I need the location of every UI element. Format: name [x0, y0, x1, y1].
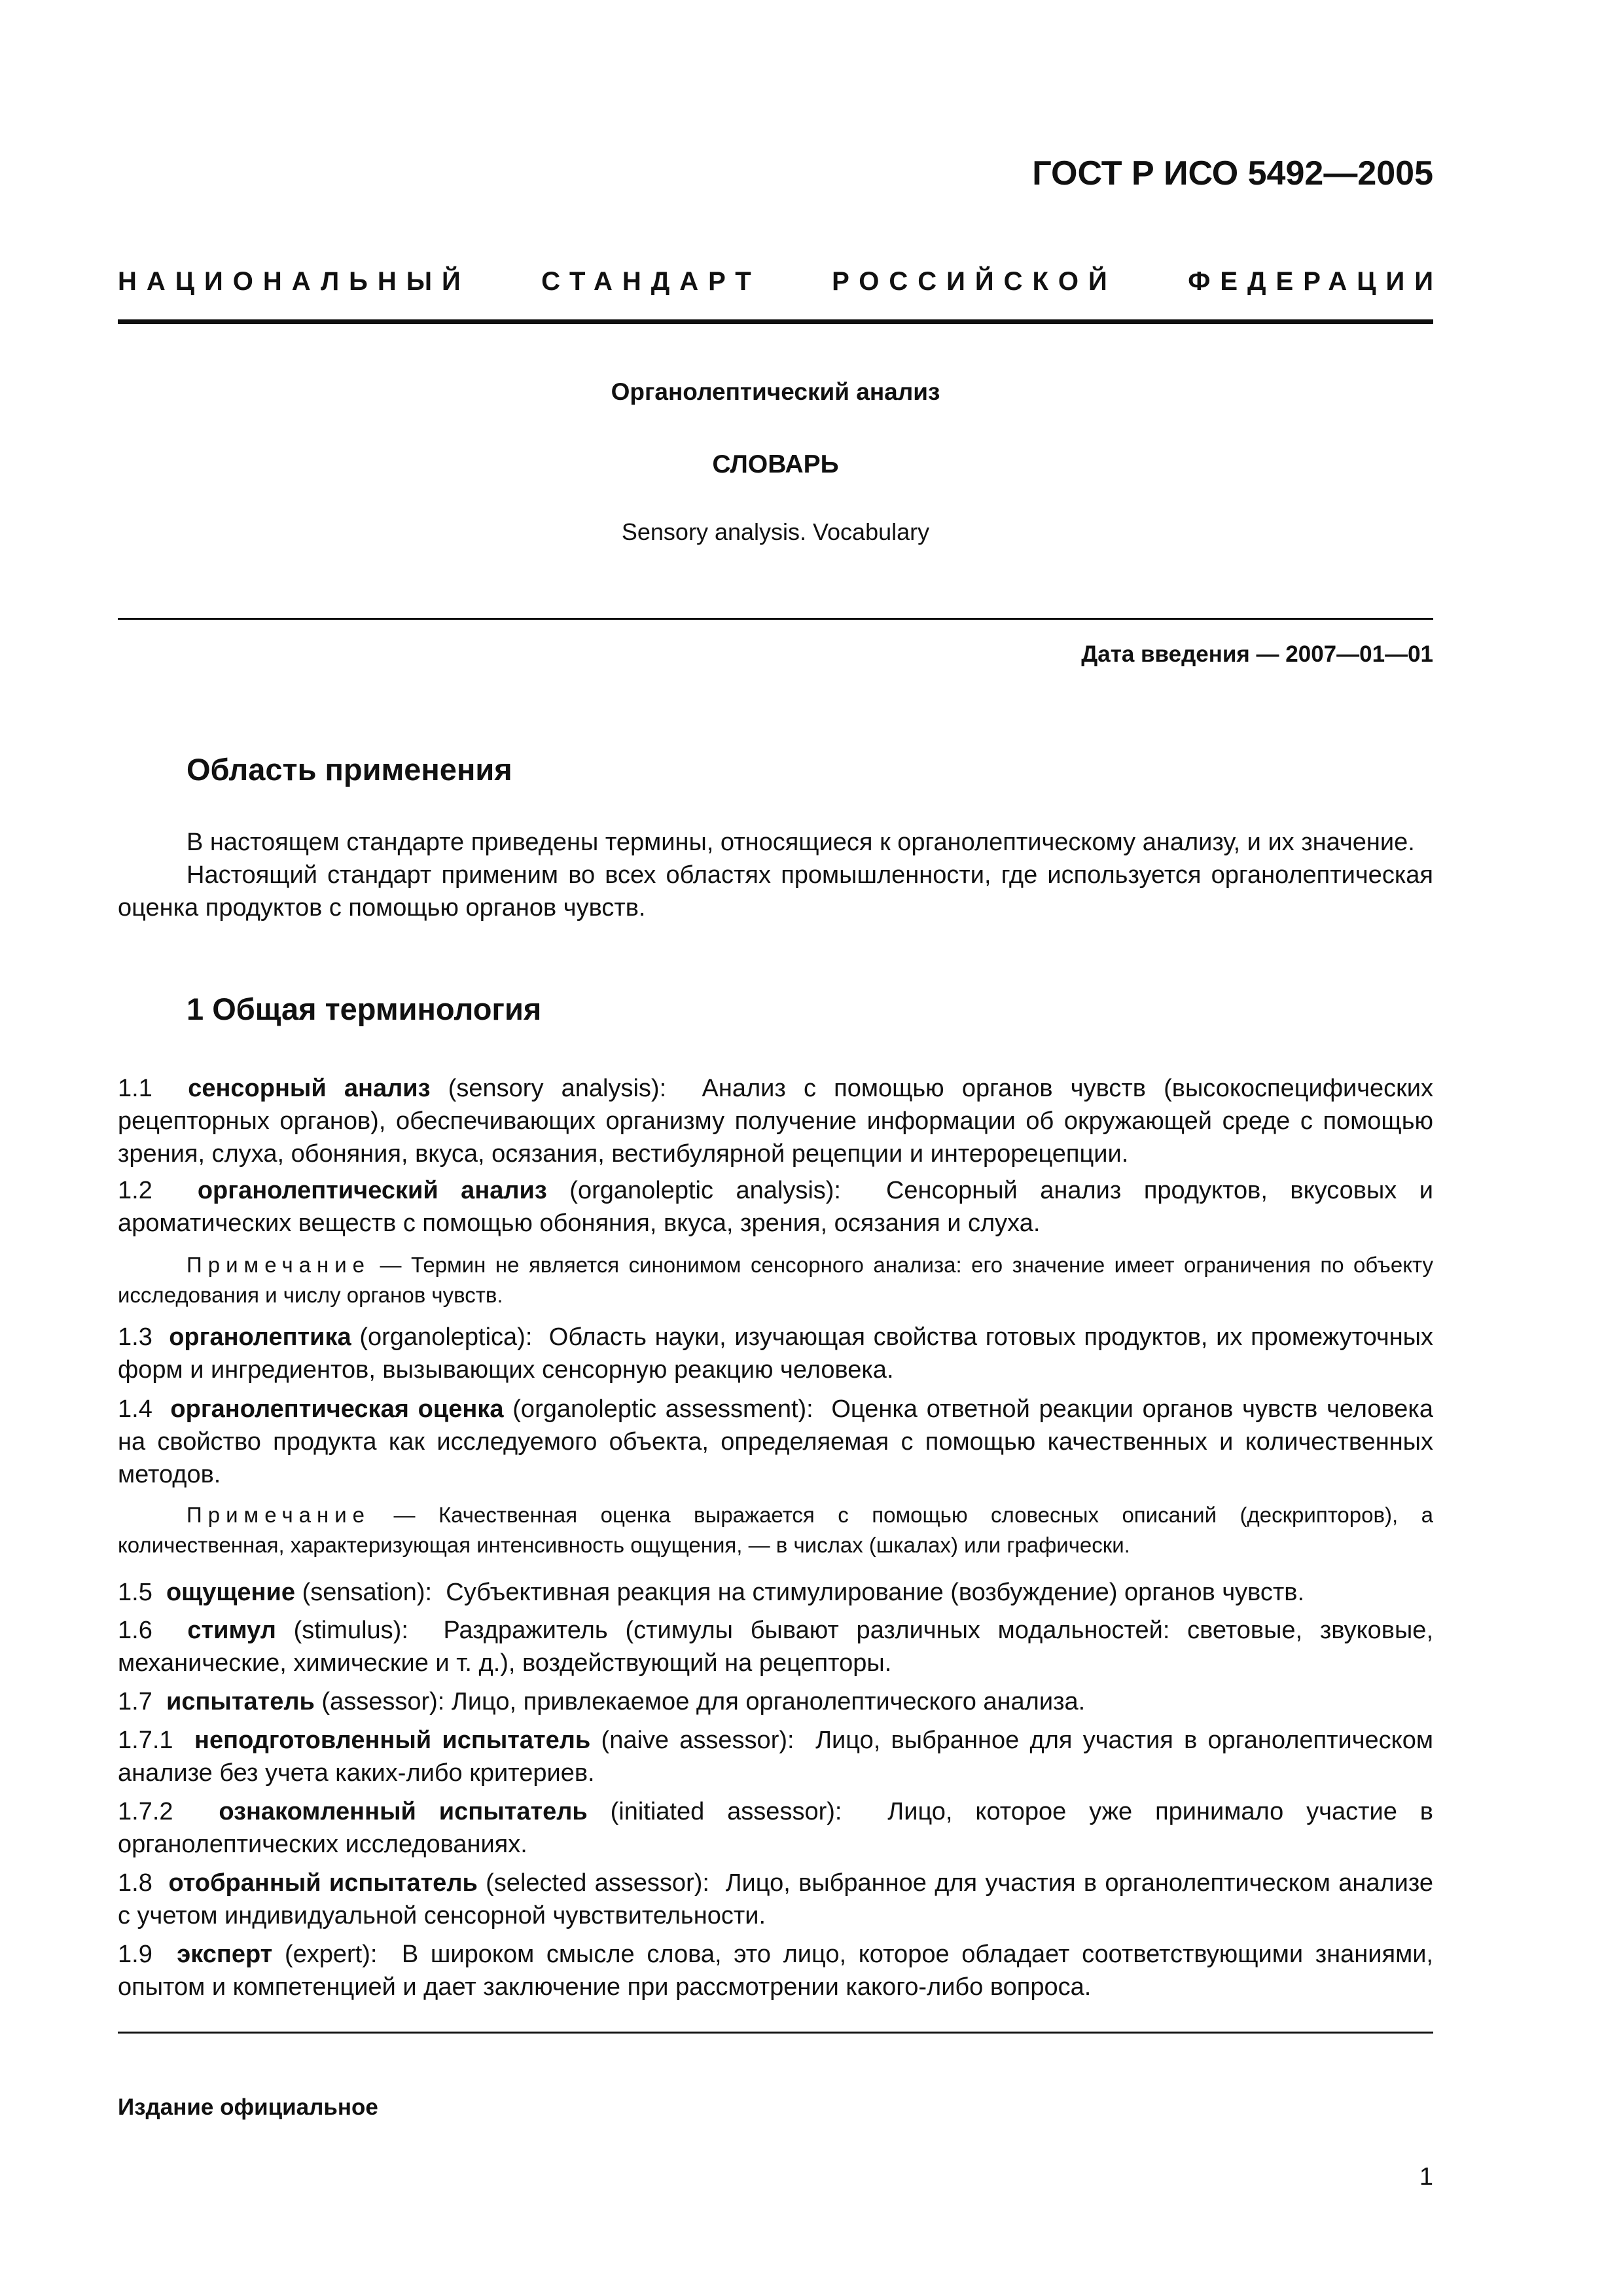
term-english: (organoleptic assessment): [512, 1395, 813, 1423]
term-english: (naive assessor): [601, 1727, 794, 1754]
banner-word: РОССИЙСКОЙ [832, 267, 1117, 296]
section-heading: 1 Общая терминология [187, 992, 542, 1026]
term-note [118, 1250, 1433, 1310]
term-name: органолептика [169, 1323, 351, 1351]
document-title: СЛОВАРЬ [712, 450, 839, 478]
term-entry [118, 1795, 1433, 1861]
term-definition: Субъективная реакция на стимулирование (возбуждение) органов чувств. [446, 1579, 1305, 1606]
term-entry [118, 1614, 1433, 1679]
term-name: стимул [187, 1617, 276, 1644]
term-entry [118, 1321, 1433, 1386]
note-text: — Термин не является синонимом сенсорного анализа: его значение имеет ограничения по объекту исследования и числу органов чувств. [118, 1253, 1433, 1307]
term-definition: Лицо, выбранное для участия в органолептическом анализе без учета каких-либо критериев. [118, 1727, 1433, 1787]
term-number: 1.4 [118, 1395, 152, 1423]
term-name: сенсорный анализ [188, 1075, 431, 1102]
term-english: (selected assessor): [486, 1869, 709, 1897]
scope-paragraph: В настоящем стандарте приведены термины, относящиеся к органолептическому анализу, и их значение. [187, 829, 1415, 856]
scope-paragraph: Настоящий стандарт применим во всех областях промышленности, где используется органолептическая оценка продуктов с помощью органов чувств. [118, 861, 1433, 922]
national-standard-banner [118, 267, 1443, 296]
term-english: (sensory analysis): [448, 1075, 667, 1102]
document-english-title: Sensory analysis. Vocabulary [621, 518, 930, 545]
page-number: 1 [1419, 2163, 1433, 2191]
note-text: — Качественная оценка выражается с помощью словесных описаний (дескрипторов), а количественная, характеризующая интенсивность ощущения, — в числах (шкалах) или графически. [118, 1503, 1434, 1557]
term-definition: Лицо, привлекаемое для органолептического анализа. [451, 1688, 1086, 1715]
term-number: 1.5 [118, 1579, 152, 1606]
note-label: Примечание [187, 1253, 371, 1277]
term-definition: Раздражитель (стимулы бывают различных модальностей: световые, звуковые, механические, химические и т. д.), воздействующий на рецепторы. [118, 1617, 1434, 1677]
term-definition: Лицо, выбранное для участия в органолептическом анализе с учетом индивидуальной сенсорной чувствительности. [118, 1869, 1433, 1929]
term-entry [118, 1174, 1433, 1240]
term-english: (initiated assessor): [610, 1798, 842, 1825]
term-entry [118, 1685, 1433, 1718]
term-entry [118, 1938, 1433, 2003]
term-note [118, 1500, 1433, 1560]
term-entry [118, 1576, 1433, 1609]
term-name: органолептический анализ [197, 1177, 547, 1204]
term-definition: Оценка ответной реакции органов чувств человека на свойство продукта как исследуемого объекта, определяемая с помощью качественных и количественных методов. [118, 1395, 1433, 1488]
term-entry [118, 1393, 1433, 1491]
term-number: 1.3 [118, 1323, 152, 1351]
term-definition: Анализ с помощью органов чувств (высокоспецифических рецепторных органов), обеспечивающих организму получение информации об окружающей среде с помощью зрения, слуха, обоняния, вкуса, осязания, вестибулярной рецепции и интерорецепции. [118, 1075, 1433, 1168]
term-definition: Область науки, изучающая свойства готовых продуктов, их промежуточных форм и ингредиентов, вызывающих сенсорную реакцию человека. [118, 1323, 1433, 1384]
note-label: Примечание [187, 1503, 371, 1527]
term-english: (assessor): [321, 1688, 445, 1715]
banner-word: СТАНДАРТ [541, 267, 761, 296]
term-number: 1.6 [118, 1617, 152, 1644]
term-entry [118, 1724, 1433, 1789]
document-subject: Органолептический анализ [611, 378, 940, 405]
term-english: (stimulus): [293, 1617, 408, 1644]
official-edition-label: Издание официальное [118, 2094, 378, 2120]
term-number: 1.8 [118, 1869, 152, 1897]
term-name: неподготовленный испытатель [194, 1727, 591, 1754]
term-number: 1.7 [118, 1688, 152, 1715]
term-entry [118, 1072, 1433, 1170]
term-number: 1.9 [118, 1941, 152, 1968]
term-english: (expert): [284, 1941, 378, 1968]
term-name: органолептическая оценка [170, 1395, 504, 1423]
scope-text [118, 826, 1433, 924]
title-divider [118, 618, 1433, 620]
term-definition: Лицо, которое уже принимало участие в органолептических исследованиях. [118, 1798, 1433, 1858]
term-number: 1.7.1 [118, 1727, 173, 1754]
term-english: (sensation): [302, 1579, 433, 1606]
scope-heading: Область применения [187, 752, 512, 787]
term-number: 1.1 [118, 1075, 152, 1102]
term-number: 1.7.2 [118, 1798, 173, 1825]
term-number: 1.2 [118, 1177, 152, 1204]
term-name: отобранный испытатель [168, 1869, 478, 1897]
document-number: ГОСТ Р ИСО 5492—2005 [1032, 154, 1433, 192]
header-divider [118, 319, 1433, 324]
term-entry [118, 1867, 1433, 1932]
term-name: испытатель [166, 1688, 315, 1715]
term-english: (organoleptica): [359, 1323, 533, 1351]
term-definition: В широком смысле слова, это лицо, которое обладает соответствующими знаниями, опытом и компетенцией и дает заключение при рассмотрении какого-либо вопроса. [118, 1941, 1433, 2001]
banner-word: НАЦИОНАЛЬНЫЙ [118, 267, 471, 296]
term-english: (organoleptic analysis): [569, 1177, 841, 1204]
term-name: ознакомленный испытатель [219, 1798, 588, 1825]
footer-divider [118, 2032, 1433, 2034]
term-definition: Сенсорный анализ продуктов, вкусовых и ароматических веществ с помощью обоняния, вкуса, зрения, осязания и слуха. [118, 1177, 1434, 1237]
introduction-date: Дата введения — 2007—01—01 [1081, 641, 1433, 667]
term-name: ощущение [166, 1579, 296, 1606]
banner-word: ФЕДЕРАЦИИ [1188, 267, 1443, 296]
term-name: эксперт [177, 1941, 273, 1968]
